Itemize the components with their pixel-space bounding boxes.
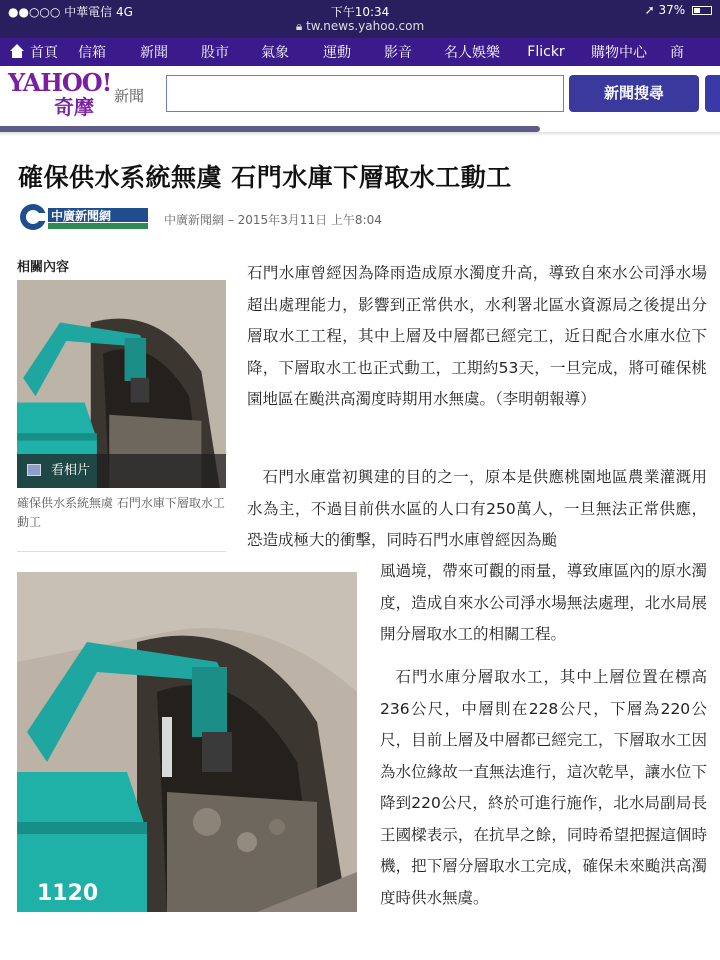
article-paragraph: 風過境，帶來可觀的雨量，導致庫區內的原水濁度，造成自來水公司淨水場無法處理，北水局展開分層取水工的相關工程。 xyxy=(380,562,707,643)
yahoo-logo[interactable]: YAHOO! 奇摩 xyxy=(8,68,112,119)
news-search-button[interactable]: 新聞搜尋 xyxy=(569,75,699,112)
article-paragraph: 石門水庫當初興建的目的之一，原本是供應桃園地區農業灌溉用水為主，不過目前供水區的人口有250萬人，一旦無法正常供應，恐造成極大的衝擊，同時石門水庫曾經因為颱 xyxy=(247,468,707,549)
status-bar xyxy=(0,0,720,38)
battery-percent: 37% xyxy=(658,3,686,17)
site-header xyxy=(0,66,720,126)
nav-item-video[interactable]: 影音 xyxy=(384,45,412,61)
view-photos-button[interactable]: 看相片 xyxy=(17,454,226,488)
nav-item-stocks[interactable]: 股市 xyxy=(201,45,229,61)
article-photo[interactable] xyxy=(17,572,357,912)
source-logo-text: 中廣新聞網 xyxy=(51,209,112,223)
nav-item-shopping[interactable]: 購物中心 xyxy=(591,45,647,61)
related-divider xyxy=(17,551,226,552)
clock: 下午10:34 xyxy=(330,5,390,19)
search-input[interactable] xyxy=(166,75,564,112)
article-headline: 確保供水系統無虞 石門水庫下層取水工動工 xyxy=(18,163,512,192)
related-caption-link[interactable]: 確保供水系統無虞 石門水庫下層取水工動工 xyxy=(17,496,225,529)
related-content-heading: 相關內容 xyxy=(17,260,70,275)
article-paragraph: 石門水庫曾經因為降雨造成原水濁度升高，導致自來水公司淨水場超出處理能力，影響到正常供水，水利署北區水資源局之後提出分層取水工工程，其中上層及中層都已經完工，近日配合水庫水位下降，下層取水工也正式動工，工期約53天，一旦完成，將可確保桃園地區在颱洪高濁度時期用水無虞。（李明朝報導） xyxy=(247,264,707,408)
nav-item-celebrity[interactable]: 名人娛樂 xyxy=(444,45,500,61)
nav-item-flickr[interactable]: Flickr xyxy=(527,44,565,60)
main-nav xyxy=(0,38,720,66)
nav-item-mail[interactable]: 信箱 xyxy=(78,45,106,61)
url-text: tw.news.yahoo.com xyxy=(306,19,425,33)
battery-icon xyxy=(692,6,712,15)
nav-item-weather[interactable]: 氣象 xyxy=(261,45,289,61)
battery-indicator xyxy=(645,3,712,17)
nav-item-more[interactable]: 商 xyxy=(670,45,684,61)
article-byline: 中廣新聞網 – 2015年3月11日 上午8:04 xyxy=(164,213,382,227)
nav-item-home[interactable]: 首頁 xyxy=(0,42,62,62)
section-title: 新聞 xyxy=(114,87,145,105)
home-icon xyxy=(10,46,24,58)
nav-item-sports[interactable]: 運動 xyxy=(323,45,351,61)
nav-item-news[interactable]: 新聞 xyxy=(140,45,168,61)
location-icon: ➚ xyxy=(644,3,655,17)
web-search-button[interactable] xyxy=(705,75,720,112)
address-bar[interactable] xyxy=(0,19,720,34)
source-logo[interactable] xyxy=(18,202,152,232)
lock-icon: 🔒︎ xyxy=(295,19,303,33)
article-paragraph: 石門水庫分層取水工，其中上層位置在標高236公尺，中層則在228公尺，下層為220公尺，目前上層及中層都已經完工，下層取水工因為水位緣故一直無法進行，這次乾旱，讓水位下降到220公尺，終於可進行施作，北水局副局長王國樑表示，在抗旱之餘，同時希望把握這個時機，把下層分層取水工完成，確保未來颱洪高濁度時供水無虞。 xyxy=(380,668,707,907)
photo-icon xyxy=(27,464,41,476)
excavator-label: 1120 xyxy=(37,881,99,906)
header-divider xyxy=(0,132,720,136)
carrier-label: ●●○○○ 中華電信 4G xyxy=(8,5,133,19)
